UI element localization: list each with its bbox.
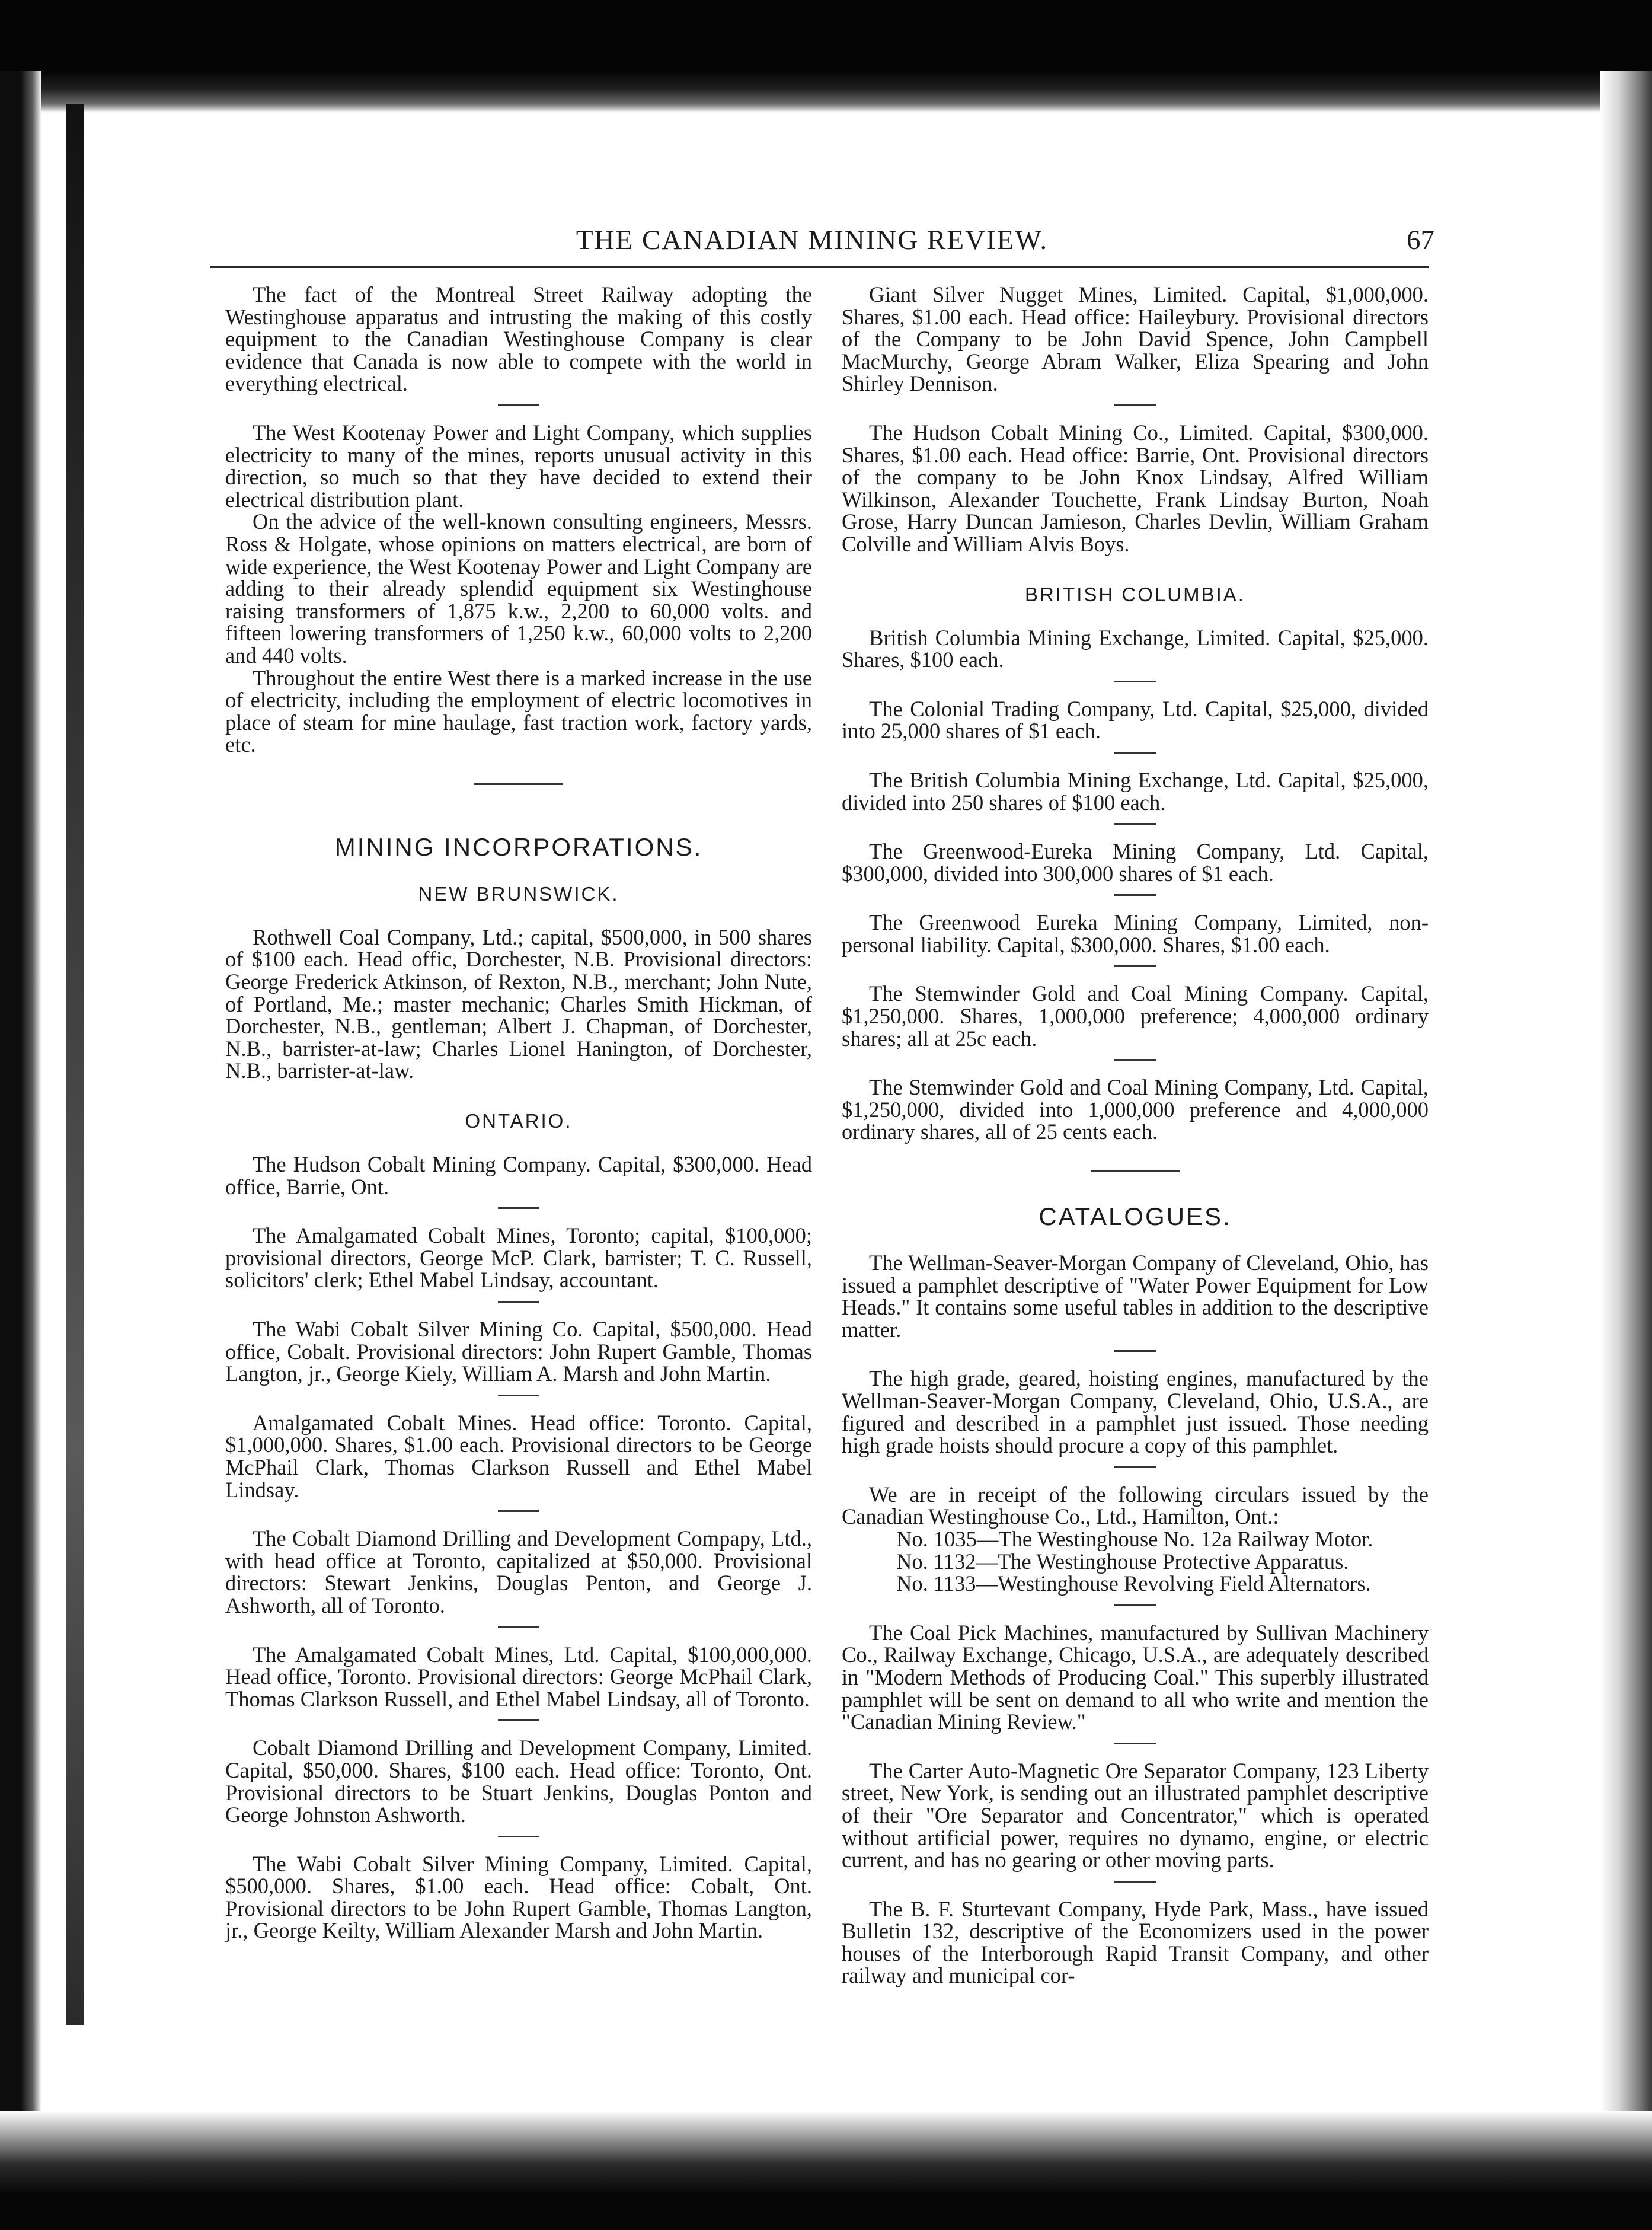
page-number: 67: [1407, 225, 1434, 256]
entry-ontario: The Amalgamated Cobalt Mines, Toronto; capital, $100,000; provisional directors, George McP. Clark, barrister; T. C. Russell, solicitors' clerk; Ethel Mabel Lindsay, accountant.: [225, 1223, 812, 1293]
entry-catalogue: The high grade, geared, hoisting engines, manufactured by the Wellman-Seaver-Morgan Company, Cleveland, Ohio, U.S.A., are figured and described in a pamphlet just issued. Those needing high grade hoists should procure a copy of this pamphlet.: [842, 1366, 1429, 1458]
circular-list: [842, 1528, 1429, 1595]
paragraph-west: Throughout the entire West there is a marked increase in the use of electricity, including the employment of electric locomotives in place of steam for mine haulage, fast traction work, factory yards, etc.: [225, 665, 812, 757]
entry-ontario: The Amalgamated Cobalt Mines, Ltd. Capital, $100,000,000. Head office, Toronto. Provisional directors: George McPhail Clark, Thomas Clarkson Russell, and Ethel Mabel Lindsay, all of Toronto.: [225, 1642, 812, 1711]
separator: [1114, 1466, 1156, 1468]
separator: [1114, 1881, 1156, 1883]
entry-ontario: The Wabi Cobalt Silver Mining Company, Limited. Capital, $500,000. Shares, $1.00 each. Head office: Cobalt, Ont. Provisional directors to be John Rupert Gamble, Thomas Langton, jr., George Keilty, William Alexander Marsh and John Martin.: [225, 1851, 812, 1943]
entry-ontario: Cobalt Diamond Drilling and Development Company, Limited. Capital, $50,000. Shares, $100 each. Head office: Toronto, Ont. Provisional directors to be Stuart Jenkins, Douglas Ponton and George Johnston Ashworth.: [225, 1735, 812, 1827]
entry-ontario: The Hudson Cobalt Mining Company. Capital, $300,000. Head office, Barrie, Ont.: [225, 1152, 812, 1199]
entry-bc: British Columbia Mining Exchange, Limited. Capital, $25,000. Shares, $100 each.: [842, 625, 1429, 672]
header-rule: [210, 266, 1429, 268]
separator: [1114, 1350, 1156, 1352]
binding-shadow: [66, 104, 84, 2025]
separator: [498, 1836, 539, 1837]
entry-catalogue: The B. F. Sturtevant Company, Hyde Park, Mass., have issued Bulletin 132, descriptive of the Economizers used in the power houses of the Interborough Rapid Transit Company, and other railway and municipal cor-: [842, 1896, 1429, 1988]
right-column: [842, 283, 1429, 1987]
entry-bc: The Stemwinder Gold and Coal Mining Company. Capital, $1,250,000. Shares, 1,000,000 preference; 4,000,000 ordinary shares; all at 25c each.: [842, 981, 1429, 1051]
separator: [498, 404, 539, 406]
subsection-title-ontario: ONTARIO.: [465, 1110, 573, 1132]
paragraph-westinghouse: The fact of the Montreal Street Railway adopting the Westinghouse apparatus and intrusting the making of this costly equipment to the Canadian Westinghouse Company is clear evidence that Canada is now able to compete with the world in everything electrical.: [225, 282, 812, 396]
section-separator: [1091, 1170, 1180, 1172]
separator: [498, 1626, 539, 1628]
entry-bc: The Colonial Trading Company, Ltd. Capital, $25,000, divided into 25,000 shares of $1 each.: [842, 696, 1429, 744]
subsection-title-british-columbia: BRITISH COLUMBIA.: [1025, 583, 1245, 605]
section-separator: [474, 783, 563, 785]
separator: [1114, 681, 1156, 682]
entry-bc: The Greenwood Eureka Mining Company, Limited, non-personal liability. Capital, $300,000. Shares, $1.00 each.: [842, 910, 1429, 957]
scan-left-edge: [0, 71, 41, 2129]
entry-rothwell: Rothwell Coal Company, Ltd.; capital, $500,000, in 500 shares of $100 each. Head offic, Dorchester, N.B. Provisional directors: George Frederick Atkinson, of Rexton, N.B., merchant; John Nute, of Portland, Me.; master mechanic; Charles Smith Hickman, of Dorchester, N.B., gentleman; Albert J. Chapman, of Dorchester, N.B., barrister-at-law; Charles Lionel Hanington, of Dorchester, N.B., barrister-at-law.: [225, 924, 812, 1083]
entry-bc: The Stemwinder Gold and Coal Mining Company, Ltd. Capital, $1,250,000, divided into 1,000,000 preference and 4,000,000 ordinary shares, all of 25 cents each.: [842, 1075, 1429, 1144]
separator: [1114, 404, 1156, 406]
section-title-incorporations: MINING INCORPORATIONS.: [334, 832, 703, 861]
paragraph-kootenay: The West Kootenay Power and Light Company, which supplies electricity to many of the mines, reports unusual activity in this direction, so much so that they have decided to extend their electrical distribution plant.: [225, 420, 812, 512]
subsection-title-new-brunswick: NEW BRUNSWICK.: [418, 882, 619, 905]
separator: [1114, 1604, 1156, 1606]
paragraph-consulting: On the advice of the well-known consulting engineers, Messrs. Ross & Holgate, whose opinions on matters electrical, are born of wide experience, the West Kootenay Power and Light Company are adding to their already splendid equipment six Westinghouse raising transformers of 1,875 k.w., 2,200 to 60,000 volts. and fifteen lowering transformers of 1,250 k.w., 60,000 volts to 2,200 and 440 volts.: [225, 509, 812, 668]
scan-top-edge: [0, 0, 1652, 113]
entry-bc: The British Columbia Mining Exchange, Ltd. Capital, $25,000, divided into 250 shares of $100 each.: [842, 767, 1429, 815]
circular-item: No. 1133—Westinghouse Revolving Field Alternators.: [896, 1571, 1371, 1596]
entry-catalogue: The Carter Auto-Magnetic Ore Separator Company, 123 Liberty street, New York, is sending out an illustrated pamphlet descriptive of their "Ore Separator and Concentrator," which is operated without artificial power, requires no dynamo, engine, or electric current, and has no gearing or other moving parts.: [842, 1758, 1429, 1872]
entry-ontario: The Cobalt Diamond Drilling and Development Compapy, Ltd., with head office at Toronto, capitalized at $50,000. Provisional directors: Stewart Jenkins, Douglas Penton, and George J. Ashworth, all of Toronto.: [225, 1526, 812, 1618]
running-title: THE CANADIAN MINING REVIEW.: [576, 225, 1049, 256]
circular-item: No. 1132—The Westinghouse Protective Apparatus.: [896, 1549, 1349, 1574]
entry-hudson-cobalt: The Hudson Cobalt Mining Co., Limited. Capital, $300,000. Shares, $1.00 each. Head office: Barrie, Ont. Provisional directors of the company to be John Knox Lindsay, Alfred William Wilkinson, Alexander Touchette, Frank Lindsay Burton, Noah Grose, Harry Duncan Jamieson, Charles Devlin, William Graham Colville and William Alvis Boys.: [842, 420, 1429, 556]
separator: [1114, 965, 1156, 967]
entry-catalogue: The Wellman-Seaver-Morgan Company of Cleveland, Ohio, has issued a pamphlet descriptive of "Water Power Equipment for Low Heads." It contains some useful tables in addition to the descriptive matter.: [842, 1250, 1429, 1342]
scan-right-edge: [1600, 71, 1652, 2129]
entry-ontario: The Wabi Cobalt Silver Mining Co. Capital, $500,000. Head office, Cobalt. Provisional directors: John Rupert Gamble, Thomas Langton, jr., George Kiely, William A. Marsh and John Martin.: [225, 1317, 812, 1386]
scan-bottom-edge: [0, 2111, 1652, 2230]
separator: [1114, 752, 1156, 754]
separator: [1114, 894, 1156, 896]
separator: [498, 1510, 539, 1512]
entry-catalogue: We are in receipt of the following circulars issued by the Canadian Westinghouse Co., Ltd., Hamilton, Ont.:: [842, 1482, 1429, 1529]
separator: [1114, 823, 1156, 825]
entry-ontario: Amalgamated Cobalt Mines. Head office: Toronto. Capital, $1,000,000. Shares, $1.00 each. Provisional directors to be George McPhail Clark, Thomas Clarkson Russell and Ethel Mabel Lindsay.: [225, 1410, 812, 1502]
entry-giant-silver: Giant Silver Nugget Mines, Limited. Capital, $1,000,000. Shares, $1.00 each. Head office: Haileybury. Provisional directors of the Company to be John David Spence, John Campbell MacMurchy, George Abram Walker, Eliza Spearing and John Shirley Dennison.: [842, 282, 1429, 396]
left-column: [225, 283, 812, 1969]
separator: [498, 1207, 539, 1209]
separator: [498, 1301, 539, 1303]
separator: [498, 1719, 539, 1721]
entry-catalogue: The Coal Pick Machines, manufactured by Sullivan Machinery Co., Railway Exchange, Chicago, U.S.A., are adequately described in "Modern Methods of Producing Coal." This superbly illustrated pamphlet will be sent on demand to all who write and mention the "Canadian Mining Review.": [842, 1620, 1429, 1734]
entry-bc: The Greenwood-Eureka Mining Company, Ltd. Capital, $300,000, divided into 300,000 shares of $1 each.: [842, 839, 1429, 886]
circular-item: No. 1035—The Westinghouse No. 12a Railway Motor.: [896, 1526, 1373, 1551]
section-title-catalogues: CATALOGUES.: [1039, 1202, 1232, 1231]
separator: [498, 1395, 539, 1396]
separator: [1114, 1743, 1156, 1744]
separator: [1114, 1059, 1156, 1061]
